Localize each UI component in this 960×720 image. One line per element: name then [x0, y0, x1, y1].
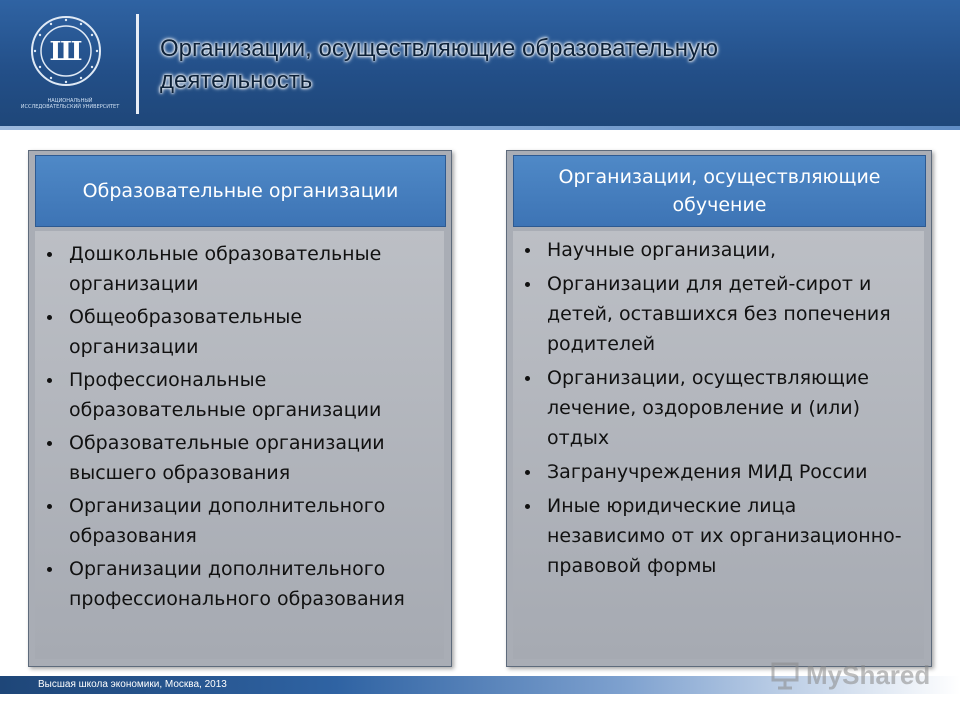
left-panel-body [35, 231, 444, 659]
list-item: Организации для детей-сирот и детей, оставшихся без попечения родителей [513, 269, 916, 359]
watermark-text: MyShared [806, 659, 931, 690]
slide-title-line: Организации, осуществляющие образовательную [160, 35, 718, 62]
list-item: Загранучреждения МИД России [513, 457, 916, 487]
bullet-icon [47, 567, 52, 572]
list-item: Научные организации, [513, 235, 916, 265]
list-item: Профессиональные образовательные организации [35, 365, 436, 425]
watermark [770, 658, 930, 692]
right-panel-heading-text: обучение [672, 194, 767, 216]
bullet-icon [47, 441, 52, 446]
right-panel-heading [513, 155, 926, 227]
svg-text:Ш: Ш [49, 37, 83, 67]
slide-title [160, 33, 940, 97]
list-item: Общеобразовательные организации [35, 302, 436, 362]
bullet-icon [525, 504, 530, 509]
hse-logo-icon [30, 15, 102, 87]
left-panel-list [35, 231, 444, 614]
list-item: Иные юридические лица независимо от их организационно-правовой формы [513, 491, 916, 581]
bullet-icon [525, 470, 530, 475]
bullet-icon [47, 252, 52, 257]
left-panel [28, 150, 452, 667]
bullet-icon [47, 378, 52, 383]
bullet-icon [525, 248, 530, 253]
right-panel-body [513, 231, 924, 659]
header-divider [136, 14, 139, 114]
slide-title-line: деятельность [160, 67, 313, 94]
presentation-board-icon [770, 660, 800, 690]
list-item: Образовательные организации высшего образования [35, 428, 436, 488]
list-item: Организации, осуществляющие лечение, оздоровление и (или) отдых [513, 363, 916, 453]
left-panel-heading-text: Образовательные организации [82, 180, 399, 202]
bullet-icon [525, 376, 530, 381]
left-panel-heading [35, 155, 446, 227]
bullet-icon [47, 315, 52, 320]
list-item: Дошкольные образовательные организации [35, 239, 436, 299]
right-panel [506, 150, 932, 667]
bullet-icon [525, 282, 530, 287]
footer-text: Высшая школа экономики, Москва, 2013 [38, 679, 227, 690]
logo-caption: НАЦИОНАЛЬНЫЙ ИССЛЕДОВАТЕЛЬСКИЙ УНИВЕРСИТЕТ [20, 98, 120, 110]
list-item: Организации дополнительного профессионального образования [35, 554, 436, 614]
header-accent-line [0, 126, 960, 130]
bullet-icon [47, 504, 52, 509]
list-item: Организации дополнительного образования [35, 491, 436, 551]
right-panel-heading-text: Организации, осуществляющие [558, 166, 881, 188]
right-panel-list [513, 231, 924, 581]
